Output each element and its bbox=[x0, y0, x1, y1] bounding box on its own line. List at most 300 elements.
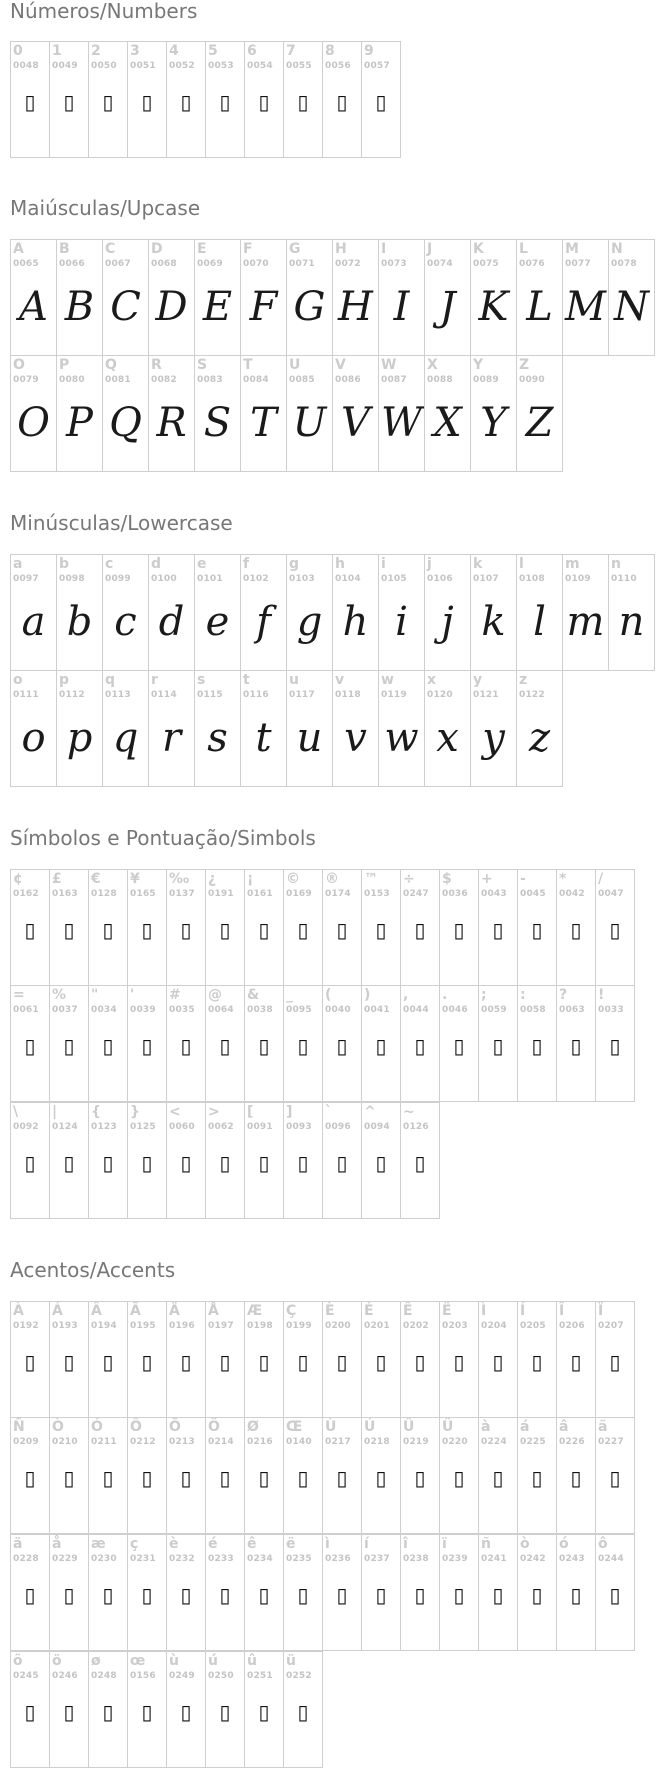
glyph-cell bbox=[10, 869, 50, 986]
glyph-char-label: 6 bbox=[247, 43, 257, 59]
glyph-char-label: Û bbox=[403, 1419, 415, 1435]
glyph-cell bbox=[332, 355, 379, 472]
glyph-cell bbox=[361, 1301, 401, 1418]
glyph-char-label: å bbox=[52, 1536, 62, 1552]
glyph-code-label: 0236 bbox=[325, 1554, 351, 1564]
missing-glyph-icon: ▯ bbox=[63, 1151, 75, 1175]
glyph-code-label: 0219 bbox=[403, 1437, 429, 1447]
glyph-char-label: È bbox=[325, 1303, 335, 1319]
glyph-code-label: 0113 bbox=[105, 690, 131, 700]
glyph-char-label: m bbox=[565, 556, 580, 572]
glyph-char-label: ) bbox=[364, 987, 371, 1003]
glyph-cell bbox=[424, 670, 471, 787]
glyph-cell bbox=[439, 1301, 479, 1418]
glyph-char-label: ñ bbox=[481, 1536, 491, 1552]
glyph-char-label: L bbox=[519, 241, 528, 257]
glyph-code-label: 0169 bbox=[286, 889, 312, 899]
glyph-cell bbox=[10, 239, 57, 356]
glyph-char-label: © bbox=[286, 871, 300, 887]
glyph-code-label: 0074 bbox=[427, 259, 453, 269]
glyph-char-label: a bbox=[13, 556, 23, 572]
glyph-cell bbox=[478, 1534, 518, 1651]
glyph-char-label: ] bbox=[286, 1104, 293, 1120]
glyph-code-label: 0045 bbox=[520, 889, 546, 899]
glyph-char-label: Œ bbox=[286, 1419, 303, 1435]
glyph-sample: Q bbox=[109, 400, 142, 446]
glyph-code-label: 0202 bbox=[403, 1321, 429, 1331]
glyph-cell bbox=[10, 554, 57, 671]
glyph-code-label: 0121 bbox=[473, 690, 499, 700]
missing-glyph-icon: ▯ bbox=[531, 1034, 543, 1058]
glyph-code-label: 0106 bbox=[427, 574, 453, 584]
glyph-cell bbox=[361, 869, 401, 986]
glyph-char-label: y bbox=[473, 672, 483, 688]
glyph-cell bbox=[361, 41, 401, 158]
glyph-sample: N bbox=[614, 284, 649, 330]
glyph-code-label: 0198 bbox=[247, 1321, 273, 1331]
glyph-code-label: 0235 bbox=[286, 1554, 312, 1564]
glyph-char-label: I bbox=[381, 241, 387, 257]
missing-glyph-icon: ▯ bbox=[219, 1466, 231, 1490]
missing-glyph-icon: ▯ bbox=[63, 1350, 75, 1374]
glyph-code-label: 0109 bbox=[565, 574, 591, 584]
missing-glyph-icon: ▯ bbox=[414, 1466, 426, 1490]
glyph-code-label: 0099 bbox=[105, 574, 131, 584]
missing-glyph-icon: ▯ bbox=[297, 1151, 309, 1175]
glyph-code-label: 0211 bbox=[91, 1437, 117, 1447]
glyph-char-label: Ï bbox=[598, 1303, 604, 1319]
glyph-cell bbox=[10, 1651, 50, 1768]
glyph-code-label: 0197 bbox=[208, 1321, 234, 1331]
glyph-cell bbox=[283, 1301, 323, 1418]
glyph-code-label: 0034 bbox=[91, 1005, 117, 1015]
glyph-cell bbox=[556, 1534, 596, 1651]
glyph-code-label: 0200 bbox=[325, 1321, 351, 1331]
glyph-char-label: ` bbox=[325, 1104, 332, 1120]
glyph-code-label: 0242 bbox=[520, 1554, 546, 1564]
missing-glyph-icon: ▯ bbox=[180, 1700, 192, 1724]
glyph-code-label: 0224 bbox=[481, 1437, 507, 1447]
glyph-cell bbox=[49, 1534, 89, 1651]
missing-glyph-icon: ▯ bbox=[531, 1466, 543, 1490]
glyph-cell bbox=[166, 1102, 206, 1219]
glyph-cell bbox=[88, 869, 128, 986]
missing-glyph-icon: ▯ bbox=[219, 1151, 231, 1175]
glyph-char-label: ¢ bbox=[13, 871, 23, 887]
glyph-char-label: ê bbox=[247, 1536, 257, 1552]
missing-glyph-icon: ▯ bbox=[219, 1034, 231, 1058]
glyph-code-label: 0251 bbox=[247, 1671, 273, 1681]
glyph-cell bbox=[283, 41, 323, 158]
glyph-char-label: D bbox=[151, 241, 163, 257]
missing-glyph-icon: ▯ bbox=[531, 1583, 543, 1607]
glyph-row bbox=[10, 985, 634, 1102]
glyph-code-label: 0210 bbox=[52, 1437, 78, 1447]
glyph-char-label: ó bbox=[559, 1536, 569, 1552]
glyph-char-label: Ù bbox=[325, 1419, 337, 1435]
glyph-char-label: 4 bbox=[169, 43, 179, 59]
glyph-char-label: # bbox=[169, 987, 181, 1003]
glyph-cell bbox=[595, 1534, 635, 1651]
glyph-char-label: ? bbox=[559, 987, 568, 1003]
glyph-cell bbox=[400, 1301, 440, 1418]
glyph-char-label: à bbox=[481, 1419, 491, 1435]
glyph-code-label: 0067 bbox=[105, 259, 131, 269]
glyph-char-label: ~ bbox=[403, 1104, 415, 1120]
glyph-sample: o bbox=[21, 715, 46, 761]
glyph-sample: B bbox=[64, 284, 95, 330]
glyph-cell bbox=[516, 355, 563, 472]
glyph-code-label: 0086 bbox=[335, 375, 361, 385]
glyph-code-label: 0063 bbox=[559, 1005, 585, 1015]
glyph-cell bbox=[194, 355, 241, 472]
glyph-code-label: 0050 bbox=[91, 61, 117, 71]
glyph-code-label: 0044 bbox=[403, 1005, 429, 1015]
glyph-char-label: ø bbox=[91, 1653, 101, 1669]
glyph-char-label: î bbox=[403, 1536, 408, 1552]
glyph-char-label: ì bbox=[325, 1536, 330, 1552]
glyph-code-label: 0194 bbox=[91, 1321, 117, 1331]
glyph-code-label: 0070 bbox=[243, 259, 269, 269]
glyph-code-label: 0125 bbox=[130, 1122, 156, 1132]
glyph-code-label: 0118 bbox=[335, 690, 361, 700]
glyph-char-label: j bbox=[427, 556, 432, 572]
glyph-char-label: Â bbox=[91, 1303, 102, 1319]
glyph-cell bbox=[244, 1102, 284, 1219]
missing-glyph-icon: ▯ bbox=[609, 1350, 621, 1374]
glyph-cell bbox=[49, 41, 89, 158]
glyph-sample: s bbox=[207, 715, 228, 761]
glyph-cell bbox=[166, 1417, 206, 1534]
glyph-cell bbox=[608, 239, 655, 356]
glyph-sample: t bbox=[255, 715, 272, 761]
glyph-cell bbox=[49, 1301, 89, 1418]
glyph-cell bbox=[470, 355, 517, 472]
glyph-char-label: Ç bbox=[286, 1303, 297, 1319]
glyph-char-label: _ bbox=[286, 987, 293, 1003]
glyph-cell bbox=[517, 1417, 557, 1534]
glyph-code-label: 0250 bbox=[208, 1671, 234, 1681]
glyph-char-label: [ bbox=[247, 1104, 254, 1120]
missing-glyph-icon: ▯ bbox=[375, 90, 387, 114]
glyph-cell bbox=[166, 1534, 206, 1651]
glyph-cell bbox=[88, 1417, 128, 1534]
glyph-cell bbox=[322, 1102, 362, 1219]
glyph-sample: Z bbox=[525, 400, 554, 446]
glyph-sample: d bbox=[158, 599, 185, 645]
glyph-char-label: ! bbox=[598, 987, 605, 1003]
glyph-cell bbox=[556, 985, 596, 1102]
glyph-cell bbox=[10, 985, 50, 1102]
glyph-cell bbox=[205, 869, 245, 986]
missing-glyph-icon: ▯ bbox=[336, 918, 348, 942]
glyph-sample: v bbox=[344, 715, 367, 761]
glyph-cell bbox=[378, 554, 425, 671]
glyph-char-label: ö bbox=[52, 1653, 62, 1669]
missing-glyph-icon: ▯ bbox=[297, 90, 309, 114]
glyph-cell bbox=[516, 239, 563, 356]
missing-glyph-icon: ▯ bbox=[492, 1034, 504, 1058]
missing-glyph-icon: ▯ bbox=[180, 1034, 192, 1058]
glyph-code-label: 0213 bbox=[169, 1437, 195, 1447]
glyph-char-label: 7 bbox=[286, 43, 296, 59]
glyph-code-label: 0066 bbox=[59, 259, 85, 269]
glyph-code-label: 0225 bbox=[520, 1437, 546, 1447]
glyph-char-label: ¡ bbox=[247, 871, 254, 887]
missing-glyph-icon: ▯ bbox=[24, 1583, 36, 1607]
glyph-cell bbox=[49, 1102, 89, 1219]
glyph-cell bbox=[424, 554, 471, 671]
glyph-char-label: Ä bbox=[169, 1303, 180, 1319]
glyph-sample: S bbox=[203, 400, 232, 446]
glyph-code-label: 0094 bbox=[364, 1122, 390, 1132]
glyph-code-label: 0084 bbox=[243, 375, 269, 385]
glyph-code-label: 0162 bbox=[13, 889, 39, 899]
glyph-cell bbox=[478, 869, 518, 986]
glyph-code-label: 0075 bbox=[473, 259, 499, 269]
glyph-char-label: ' bbox=[130, 987, 135, 1003]
missing-glyph-icon: ▯ bbox=[102, 1583, 114, 1607]
glyph-code-label: 0238 bbox=[403, 1554, 429, 1564]
glyph-code-label: 0153 bbox=[364, 889, 390, 899]
glyph-code-label: 0040 bbox=[325, 1005, 351, 1015]
glyph-char-label: J bbox=[427, 241, 433, 257]
glyph-code-label: 0244 bbox=[598, 1554, 624, 1564]
missing-glyph-icon: ▯ bbox=[63, 1034, 75, 1058]
missing-glyph-icon: ▯ bbox=[141, 1350, 153, 1374]
missing-glyph-icon: ▯ bbox=[453, 1466, 465, 1490]
glyph-char-label: Ü bbox=[442, 1419, 454, 1435]
glyph-code-label: 0104 bbox=[335, 574, 361, 584]
glyph-char-label: , bbox=[403, 987, 409, 1003]
missing-glyph-icon: ▯ bbox=[453, 1034, 465, 1058]
glyph-cell bbox=[194, 670, 241, 787]
glyph-sample: f bbox=[256, 599, 271, 645]
glyph-code-label: 0096 bbox=[325, 1122, 351, 1132]
glyph-code-label: 0072 bbox=[335, 259, 361, 269]
missing-glyph-icon: ▯ bbox=[531, 1350, 543, 1374]
glyph-char-label: } bbox=[130, 1104, 140, 1120]
missing-glyph-icon: ▯ bbox=[102, 1151, 114, 1175]
missing-glyph-icon: ▯ bbox=[24, 1034, 36, 1058]
glyph-char-label: Á bbox=[52, 1303, 63, 1319]
glyph-sample: g bbox=[296, 599, 323, 645]
glyph-cell bbox=[517, 985, 557, 1102]
glyph-char-label: Q bbox=[105, 357, 117, 373]
missing-glyph-icon: ▯ bbox=[219, 1700, 231, 1724]
glyph-cell bbox=[148, 670, 195, 787]
glyph-cell bbox=[400, 985, 440, 1102]
glyph-code-label: 0052 bbox=[169, 61, 195, 71]
glyph-cell bbox=[400, 869, 440, 986]
glyph-char-label: i bbox=[381, 556, 386, 572]
glyph-code-label: 0088 bbox=[427, 375, 453, 385]
glyph-code-label: 0214 bbox=[208, 1437, 234, 1447]
section-title: Maiúsculas/Upcase bbox=[10, 196, 201, 220]
glyph-code-label: 0097 bbox=[13, 574, 39, 584]
glyph-cell bbox=[88, 1651, 128, 1768]
glyph-cell bbox=[10, 1301, 50, 1418]
missing-glyph-icon: ▯ bbox=[102, 1350, 114, 1374]
glyph-code-label: 0230 bbox=[91, 1554, 117, 1564]
glyph-char-label: Ú bbox=[364, 1419, 376, 1435]
glyph-cell bbox=[49, 985, 89, 1102]
glyph-cell bbox=[244, 1417, 284, 1534]
missing-glyph-icon: ▯ bbox=[492, 918, 504, 942]
glyph-cell bbox=[244, 869, 284, 986]
glyph-code-label: 0108 bbox=[519, 574, 545, 584]
glyph-cell bbox=[148, 239, 195, 356]
glyph-char-label: S bbox=[197, 357, 208, 373]
glyph-code-label: 0246 bbox=[52, 1671, 78, 1681]
glyph-char-label: b bbox=[59, 556, 70, 572]
glyph-char-label: : bbox=[520, 987, 526, 1003]
missing-glyph-icon: ▯ bbox=[24, 918, 36, 942]
glyph-code-label: 0195 bbox=[130, 1321, 156, 1331]
glyph-row bbox=[10, 355, 562, 472]
glyph-cell bbox=[205, 985, 245, 1102]
glyph-row bbox=[10, 41, 400, 158]
missing-glyph-icon: ▯ bbox=[102, 918, 114, 942]
glyph-code-label: 0206 bbox=[559, 1321, 585, 1331]
glyph-char-label: ; bbox=[481, 987, 487, 1003]
glyph-cell bbox=[562, 239, 609, 356]
glyph-code-label: 0163 bbox=[52, 889, 78, 899]
missing-glyph-icon: ▯ bbox=[570, 1350, 582, 1374]
missing-glyph-icon: ▯ bbox=[219, 1583, 231, 1607]
glyph-char-label: Ö bbox=[208, 1419, 220, 1435]
glyph-sample: R bbox=[156, 400, 187, 446]
glyph-code-label: 0091 bbox=[247, 1122, 273, 1132]
glyph-code-label: 0061 bbox=[13, 1005, 39, 1015]
glyph-code-label: 0239 bbox=[442, 1554, 468, 1564]
glyph-char-label: 2 bbox=[91, 43, 101, 59]
missing-glyph-icon: ▯ bbox=[297, 1466, 309, 1490]
glyph-char-label: É bbox=[364, 1303, 374, 1319]
glyph-char-label: ‰ bbox=[169, 871, 190, 887]
glyph-char-label: C bbox=[105, 241, 116, 257]
glyph-char-label: 0 bbox=[13, 43, 23, 59]
glyph-cell bbox=[478, 1301, 518, 1418]
glyph-char-label: = bbox=[13, 987, 25, 1003]
missing-glyph-icon: ▯ bbox=[297, 918, 309, 942]
glyph-code-label: 0248 bbox=[91, 1671, 117, 1681]
glyph-char-label: X bbox=[427, 357, 438, 373]
glyph-cell bbox=[244, 985, 284, 1102]
glyph-code-label: 0234 bbox=[247, 1554, 273, 1564]
glyph-cell bbox=[517, 1534, 557, 1651]
glyph-char-label: d bbox=[151, 556, 162, 572]
glyph-code-label: 0069 bbox=[197, 259, 223, 269]
glyph-char-label: Ô bbox=[130, 1419, 142, 1435]
glyph-char-label: Å bbox=[208, 1303, 219, 1319]
glyph-cell bbox=[378, 239, 425, 356]
glyph-cell bbox=[127, 41, 167, 158]
glyph-code-label: 0220 bbox=[442, 1437, 468, 1447]
glyph-code-label: 0249 bbox=[169, 1671, 195, 1681]
glyph-sample: n bbox=[618, 599, 645, 645]
glyph-cell bbox=[286, 355, 333, 472]
glyph-code-label: 0037 bbox=[52, 1005, 78, 1015]
glyph-sample: I bbox=[393, 284, 410, 330]
glyph-char-label: ú bbox=[208, 1653, 218, 1669]
missing-glyph-icon: ▯ bbox=[24, 90, 36, 114]
glyph-code-label: 0033 bbox=[598, 1005, 624, 1015]
missing-glyph-icon: ▯ bbox=[609, 1583, 621, 1607]
missing-glyph-icon: ▯ bbox=[180, 1350, 192, 1374]
glyph-char-label: F bbox=[243, 241, 253, 257]
missing-glyph-icon: ▯ bbox=[336, 90, 348, 114]
missing-glyph-icon: ▯ bbox=[336, 1034, 348, 1058]
glyph-cell bbox=[322, 869, 362, 986]
missing-glyph-icon: ▯ bbox=[297, 1583, 309, 1607]
glyph-cell bbox=[322, 41, 362, 158]
glyph-char-label: ¿ bbox=[208, 871, 217, 887]
glyph-char-label: 5 bbox=[208, 43, 218, 59]
glyph-code-label: 0229 bbox=[52, 1554, 78, 1564]
glyph-code-label: 0199 bbox=[286, 1321, 312, 1331]
glyph-char-label: Ã bbox=[130, 1303, 141, 1319]
glyph-code-label: 0093 bbox=[286, 1122, 312, 1132]
glyph-char-label: ¥ bbox=[130, 871, 140, 887]
glyph-char-label: 9 bbox=[364, 43, 374, 59]
glyph-cell bbox=[127, 869, 167, 986]
glyph-cell bbox=[49, 1651, 89, 1768]
glyph-char-label: r bbox=[151, 672, 158, 688]
glyph-cell bbox=[361, 985, 401, 1102]
glyph-sample: G bbox=[293, 284, 326, 330]
glyph-cell bbox=[470, 670, 517, 787]
missing-glyph-icon: ▯ bbox=[63, 918, 75, 942]
glyph-sample: T bbox=[250, 400, 277, 446]
glyph-cell bbox=[205, 1417, 245, 1534]
glyph-cell bbox=[595, 1301, 635, 1418]
glyph-cell bbox=[595, 985, 635, 1102]
glyph-sample: x bbox=[436, 715, 459, 761]
glyph-cell bbox=[286, 239, 333, 356]
glyph-cell bbox=[478, 1417, 518, 1534]
glyph-code-label: 0241 bbox=[481, 1554, 507, 1564]
glyph-sample: b bbox=[66, 599, 93, 645]
glyph-code-label: 0053 bbox=[208, 61, 234, 71]
glyph-code-label: 0193 bbox=[52, 1321, 78, 1331]
glyph-code-label: 0057 bbox=[364, 61, 390, 71]
missing-glyph-icon: ▯ bbox=[258, 1151, 270, 1175]
glyph-sample: j bbox=[441, 599, 454, 645]
glyph-char-label: Z bbox=[519, 357, 530, 373]
glyph-char-label: P bbox=[59, 357, 70, 373]
missing-glyph-icon: ▯ bbox=[141, 1151, 153, 1175]
glyph-cell bbox=[556, 869, 596, 986]
glyph-code-label: 0039 bbox=[130, 1005, 156, 1015]
glyph-cell bbox=[88, 1534, 128, 1651]
glyph-cell bbox=[88, 41, 128, 158]
glyph-char-label: 3 bbox=[130, 43, 140, 59]
missing-glyph-icon: ▯ bbox=[336, 1466, 348, 1490]
glyph-char-label: z bbox=[519, 672, 528, 688]
glyph-sample: V bbox=[341, 400, 370, 446]
glyph-cell bbox=[10, 670, 57, 787]
glyph-code-label: 0054 bbox=[247, 61, 273, 71]
glyph-code-label: 0247 bbox=[403, 889, 429, 899]
glyph-sample: l bbox=[533, 599, 546, 645]
glyph-char-label: Õ bbox=[169, 1419, 181, 1435]
glyph-cell bbox=[424, 355, 471, 472]
glyph-char-label: ü bbox=[286, 1653, 296, 1669]
missing-glyph-icon: ▯ bbox=[258, 1700, 270, 1724]
glyph-char-label: t bbox=[243, 672, 250, 688]
glyph-sample: e bbox=[205, 599, 230, 645]
